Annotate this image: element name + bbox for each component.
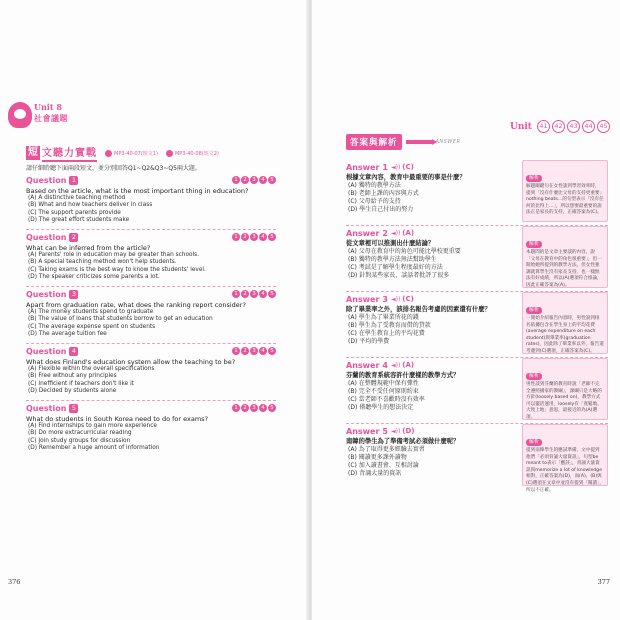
rating-dot: 5	[268, 404, 276, 412]
answer-word: Answer	[346, 228, 380, 238]
answer-option: (D) 學生自己付出的努力	[348, 206, 414, 214]
answer-question: 芬蘭的教育系統容許什麼樣的教學方式？	[346, 372, 460, 379]
question-word: Question	[26, 176, 67, 185]
option-a[interactable]: (A) Flexible within the overall specifications	[28, 366, 155, 372]
option-b[interactable]: (B) Do more extracurricular reading	[28, 430, 132, 437]
explanation-box	[522, 160, 608, 222]
question-word: Question	[26, 347, 67, 356]
question-header	[26, 346, 276, 357]
brand-topic: 社會議題	[34, 114, 68, 123]
answer-block	[346, 360, 516, 412]
answer-option: (B) 閱讀更多課外讀物	[348, 454, 407, 462]
page-number-right: 377	[597, 578, 610, 586]
divider	[26, 286, 276, 287]
mp3-tag-1[interactable]	[105, 150, 158, 157]
difficulty-rating	[231, 176, 276, 184]
rating-dot: 5	[268, 176, 276, 184]
mp3-label-2: MP3-40-08(短文2)	[174, 150, 219, 157]
piano-logo-icon	[8, 102, 32, 128]
difficulty-rating	[231, 347, 276, 355]
explanation-text: 一開始介紹報告內容時，男性說到排名依據包含在學生身上的平均花費(average expenditure on each student)與畢業率(graduation rates)，因此除了畢業率以外，報告還考慮到(C)選項，正確答案為(C)。	[526, 316, 604, 354]
rating-dot: 1	[232, 233, 240, 241]
option-c[interactable]: (C) Taking exams is the best way to know the students' level.	[28, 266, 206, 273]
option-b[interactable]: (B) The value of loans that students borrow to get an education	[28, 316, 213, 323]
speaker-icon[interactable]: ◄))	[391, 229, 401, 237]
option-a[interactable]: (A) The money students spend to graduate	[28, 309, 154, 315]
mp3-label-1: MP3-40-07(短文1)	[114, 150, 158, 157]
question-number: 1	[69, 176, 78, 185]
answer-block	[346, 228, 516, 280]
question-text: What does Finland's education system allow the teaching to be?	[26, 358, 236, 366]
explanation-box	[522, 358, 608, 420]
explanation-label: 解析	[526, 175, 542, 182]
question-word: Question	[26, 233, 67, 242]
rating-dot: 2	[241, 290, 249, 298]
question-number: 4	[69, 347, 78, 356]
answer-option: (B) 獨特的教學方法無法幫助學生	[348, 256, 437, 264]
explanation-label: 解析	[526, 439, 542, 446]
rating-dot: 4	[259, 176, 267, 184]
difficulty-rating	[231, 290, 276, 298]
explanation-text: 解題關鍵句在女性談到學習效率時，提到「沒有什麼比父母的支持更重要」nothing beats…的句型表示「沒有任何的比得上…」，所以想要最重要的說法正是家長的支持，正確答案為(C)。	[526, 184, 604, 216]
question-number: 2	[69, 233, 78, 242]
answer-question: 從文章裡可以推測出什麼結論？	[346, 240, 435, 247]
audio-icon	[105, 150, 112, 157]
explanation-box	[522, 292, 608, 354]
answer-block	[346, 426, 516, 478]
question-block	[26, 346, 276, 396]
speaker-icon[interactable]: ◄))	[391, 427, 401, 435]
section-title-first-char: 短	[28, 147, 38, 158]
answer-option: (C) 考試是了解學生程度最好的方法	[348, 264, 443, 272]
question-text: Based on the article, what is the most important thing in education?	[26, 187, 249, 195]
answer-number: 3	[382, 294, 388, 304]
option-b[interactable]: (B) What and how teachers deliver in class	[28, 202, 153, 209]
answers-title: 答案與解析	[346, 134, 402, 150]
divider	[26, 229, 276, 230]
question-number: 5	[69, 404, 78, 413]
difficulty-rating	[231, 233, 276, 241]
option-d[interactable]: (D) The speaker criticizes some parents a lot.	[28, 274, 160, 281]
answer-option: (D) 針對某些家長，談話者批評了很多	[348, 272, 450, 280]
answer-block	[346, 294, 516, 346]
unit-41[interactable]: 41	[537, 120, 550, 133]
rating-dot: 2	[241, 233, 249, 241]
explanation-label: 解析	[526, 241, 542, 248]
answer-option: (B) 老師上課的內容與方式	[348, 190, 419, 198]
question-text: What do students in South Korea need to do for exams?	[26, 415, 209, 423]
page-number-left: 376	[8, 578, 21, 586]
question-header	[26, 403, 276, 414]
answer-option: (A) 獨特的教學方法	[348, 182, 401, 189]
rating-dot: 3	[250, 233, 258, 241]
answer-option: (C) 加入讀書會、互相討論	[348, 462, 419, 470]
answer-block	[346, 162, 516, 214]
unit-label: Unit	[510, 121, 532, 132]
rating-dot: 5	[268, 233, 276, 241]
rating-dot: 1	[232, 347, 240, 355]
answer-option: (C) 在學生教育上的平均花費	[348, 330, 425, 338]
explanation-label: 解析	[526, 307, 542, 314]
section-title-group	[26, 144, 97, 162]
answer-option: (B) 學生為了受教育而借的貸款	[348, 322, 431, 330]
rating-dot: 4	[259, 233, 267, 241]
option-c[interactable]: (C) Inefficient if teachers don't like it	[28, 380, 134, 387]
right-page	[312, 0, 620, 620]
answer-word: Answer	[346, 360, 380, 370]
answer-word: Answer	[346, 294, 380, 304]
explanation-text: 提到南韓學生的應試準備，文中提到他們「必須背誦大量資訊」，句型be meant to表示「應該」，背誦大量資訊與memorize a lot of knowledge相對，正確答案為(D)，而(A)、(B)與(C)選項在文章中並沒有提到「閱讀」，所以不正確。	[526, 448, 604, 493]
rating-dot: 4	[259, 290, 267, 298]
answer-option: (A) 學生為了畢業所花的錢	[348, 314, 419, 321]
audio-icon	[166, 150, 173, 157]
option-b[interactable]: (B) A special teaching method won't help students.	[28, 259, 177, 266]
rating-dot: 2	[241, 176, 249, 184]
question-number: 3	[69, 290, 78, 299]
question-block	[26, 232, 276, 282]
question-block	[26, 289, 276, 339]
question-header	[26, 175, 276, 186]
answer-header	[346, 162, 516, 172]
rating-dot: 3	[250, 290, 258, 298]
option-a[interactable]: (A) A distinctive teaching method	[28, 195, 126, 201]
question-header	[26, 232, 276, 243]
rating-dot: 2	[241, 347, 249, 355]
answer-option: (D) 僅聽學生的想法決定	[348, 404, 414, 412]
answer-number: 1	[382, 162, 388, 172]
answer-option: (D) 平均的學費	[348, 338, 390, 346]
unit-navigation	[510, 120, 610, 133]
rating-dot: 3	[250, 347, 258, 355]
unit-43[interactable]: 43	[567, 120, 580, 133]
answer-question: 南韓的學生為了準備考試必須做什麼呢？	[346, 438, 460, 445]
explanation-box	[522, 226, 608, 288]
question-word: Question	[26, 290, 67, 299]
option-a[interactable]: (A) Parents' role in education may be greater than schools.	[28, 252, 200, 258]
answer-letter: (A)	[402, 229, 415, 237]
rating-dot: 5	[268, 290, 276, 298]
answer-letter: (A)	[402, 361, 415, 369]
question-word: Question	[26, 404, 67, 413]
rating-dot: 1	[232, 290, 240, 298]
answer-letter: (C)	[402, 295, 414, 303]
option-d[interactable]: (D) Decided by students alone	[28, 388, 117, 395]
answer-letter: (D)	[402, 427, 415, 435]
question-header	[26, 289, 276, 300]
rating-dot: 4	[259, 347, 267, 355]
divider	[26, 400, 276, 401]
answer-letter: (C)	[402, 163, 414, 171]
answer-number: 4	[382, 360, 388, 370]
pencil-icon	[406, 140, 432, 144]
answer-header	[346, 360, 516, 370]
left-page	[0, 0, 308, 620]
rating-dot: 3	[250, 404, 258, 412]
rating-dot: 1	[232, 404, 240, 412]
difficulty-rating	[231, 404, 276, 412]
question-text: What can be inferred from the article?	[26, 244, 151, 252]
answer-option: (A) 為了取得更多經驗去實習	[348, 446, 425, 453]
question-block	[26, 403, 276, 453]
option-d[interactable]: (D) Remember a huge amount of information	[28, 445, 160, 452]
answer-header	[346, 294, 516, 304]
answer-header	[346, 426, 516, 436]
explanation-text: 男性談到芬蘭的教育時說「老師不完全遵照國家的教綱」，課綱只是大略的方針(loosely based on)，教學方式可以靈活運用，loosely有「寬鬆地、大致上地」意思，最接近的為(A)選項。	[526, 382, 602, 420]
answer-option: (B) 完全不受任何原則約束	[348, 388, 419, 396]
speaker-icon[interactable]: ◄))	[391, 163, 401, 171]
answer-question: 除了畢業率之外，該排名報告考慮的因素還有什麼？	[346, 306, 491, 313]
answer-option: (C) 當老師不喜歡時沒有效率	[348, 396, 425, 404]
answers-header	[346, 134, 460, 150]
answer-word: Answer	[346, 426, 380, 436]
divider	[26, 343, 276, 344]
section-title: 文聽力實戰	[42, 144, 97, 162]
question-block	[26, 175, 276, 225]
rating-dot: 1	[232, 176, 240, 184]
option-d[interactable]: (D) The great effort students make	[28, 217, 130, 224]
answer-option: (D) 背誦大量的資訊	[348, 470, 402, 478]
rating-dot: 4	[259, 404, 267, 412]
answer-question: 根據文章內容，教育中最重要的事是什麼？	[346, 174, 466, 181]
speaker-icon[interactable]: ◄))	[391, 361, 401, 369]
brand-unit: Unit 8	[34, 102, 62, 112]
explanation-label: 解析	[526, 373, 542, 380]
unit-45[interactable]: 45	[597, 120, 610, 133]
option-d[interactable]: (D) The average tuition fee	[28, 331, 107, 338]
answer-option: (C) 父母給予的支持	[348, 198, 401, 206]
answer-number: 5	[382, 426, 388, 436]
rating-dot: 5	[268, 347, 276, 355]
answer-option: (A) 父母在教育中的角色可能比學校更重要	[348, 248, 461, 255]
question-text: Apart from graduation rate, what does the ranking report consider?	[26, 301, 246, 309]
explanation-text: 本題問的是文章主要談的內容，說「父母在教育中的角色很重要」，但一開始她所提到的教學方法，但女性強調就算學生沒有家長支持，也一樣無法有好成績，所以(A)選項符合推論，因此正確答案為(A)。	[526, 250, 602, 288]
instruction-text: 請仔細聆聽下面兩段短文，並分別回答Q1~Q2&Q3~Q5兩大題。	[26, 165, 201, 172]
speaker-icon[interactable]: ◄))	[391, 295, 401, 303]
option-a[interactable]: (A) Find internships to gain more experience	[28, 423, 157, 429]
section-header	[26, 144, 219, 162]
rating-dot: 3	[250, 176, 258, 184]
answer-word: Answer	[346, 162, 380, 172]
answer-header	[346, 228, 516, 238]
answer-option: (A) 在整體規範中保有彈性	[348, 380, 419, 387]
unit-42[interactable]: 42	[552, 120, 565, 133]
mp3-tag-2[interactable]	[166, 150, 219, 157]
option-c[interactable]: (C) The support parents provide	[28, 209, 121, 216]
rating-dot: 2	[241, 404, 249, 412]
answers-subtitle: ANSWER	[435, 139, 461, 145]
unit-44[interactable]: 44	[582, 120, 595, 133]
option-c[interactable]: (C) Join study groups for discussion	[28, 437, 131, 444]
option-b[interactable]: (B) Free without any principles	[28, 373, 117, 380]
unit-brand	[8, 100, 68, 134]
answer-number: 2	[382, 228, 388, 238]
explanation-box	[522, 424, 608, 493]
option-c[interactable]: (C) The average expense spent on students	[28, 323, 156, 330]
